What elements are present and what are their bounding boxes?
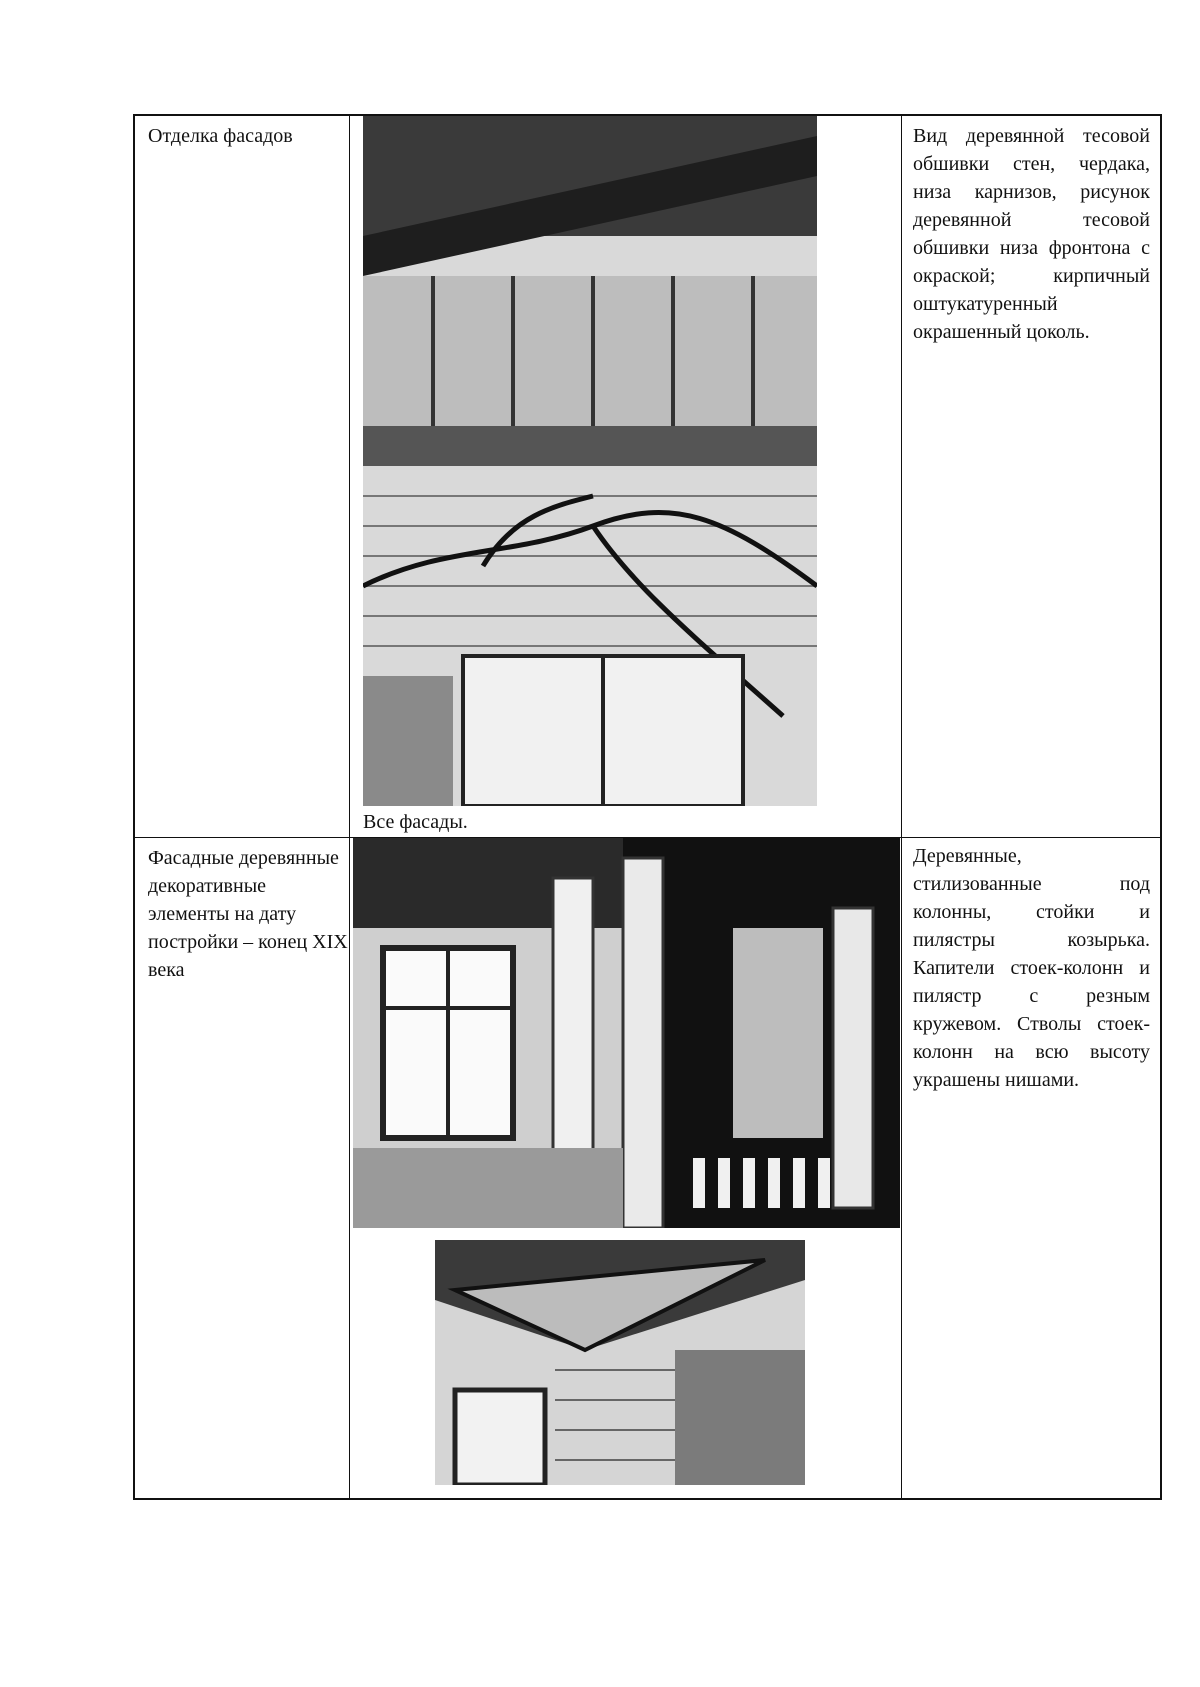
facade-photo [363, 116, 817, 806]
row1-label: Отделка фасадов [148, 125, 293, 147]
column-divider-2 [901, 116, 902, 1498]
heritage-table [133, 114, 1162, 1500]
row2-label: Фасадные деревянные декоративные элементы на дату постройки – конец XIX века [148, 847, 348, 981]
row1-caption: Все фасады. [363, 811, 468, 833]
row2-description: Деревянные, стилизованные под колонны, стойки и пилястры козырька. Капители стоек-колонн и пилястр с резным кружевом. Стволы стоек-колонн на всю высоту украшены нишами. [913, 845, 1150, 1091]
column-divider-1 [349, 116, 350, 1498]
canopy-photo [435, 1240, 805, 1485]
porch-photo [353, 838, 900, 1228]
row1-description: Вид деревянной тесовой обшивки стен, чердака, низа карнизов, рисунок деревянной тесовой обшивки низа фронтона с окраской; кирпичный оштукатуренный окрашенный цоколь. [913, 125, 1150, 343]
